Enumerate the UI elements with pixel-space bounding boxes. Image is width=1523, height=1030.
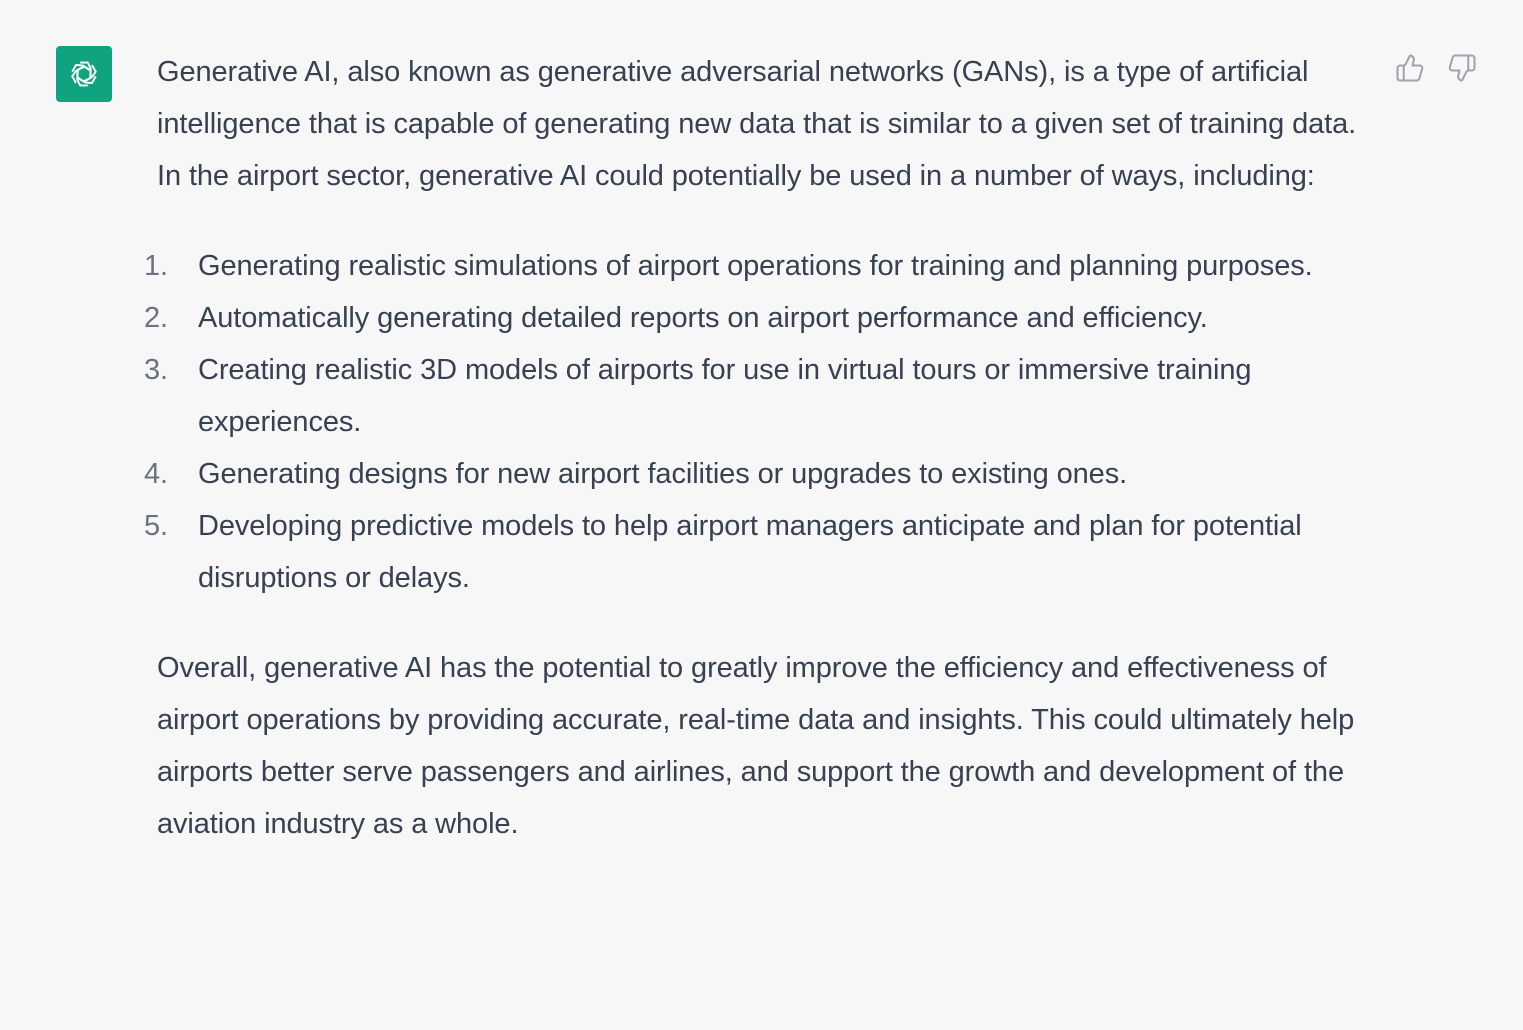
ordered-list <box>144 240 1382 604</box>
list-item-text: Generating designs for new airport facilities or upgrades to existing ones. <box>198 458 1128 490</box>
list-item-number: 4. <box>144 458 168 490</box>
list-item-number: 1. <box>144 250 168 282</box>
list-item <box>144 448 1382 500</box>
list-item-number: 5. <box>144 510 168 542</box>
thumbs-up-icon <box>1395 53 1425 83</box>
list-item-text: Automatically generating detailed reports on airport performance and efficiency. <box>198 302 1208 334</box>
list-item-number: 2. <box>144 302 168 334</box>
list-item <box>144 240 1382 292</box>
list-item <box>144 344 1382 448</box>
thumbs-down-button[interactable] <box>1446 52 1478 84</box>
list-item-text: Generating realistic simulations of airport operations for training and planning purposes. <box>198 250 1313 282</box>
message-conclusion: Overall, generative AI has the potential to greatly improve the efficiency and effectiveness of airport operations by providing accurate, real-time data and insights. This could ultimately help airports better serve passengers and airlines, and support the growth and development of the aviation industry as a whole. <box>157 652 1355 840</box>
list-item-text: Developing predictive models to help airport managers anticipate and plan for potential disruptions or delays. <box>198 510 1302 594</box>
message-content <box>144 46 1382 850</box>
thumbs-down-icon <box>1447 53 1477 83</box>
thumbs-up-button[interactable] <box>1394 52 1426 84</box>
list-item <box>144 292 1382 344</box>
feedback-buttons <box>1394 52 1478 84</box>
list-item-text: Creating realistic 3D models of airports for use in virtual tours or immersive training experiences. <box>198 354 1252 438</box>
assistant-avatar <box>56 46 112 102</box>
list-item-number: 3. <box>144 354 168 386</box>
openai-logo-icon <box>65 55 103 93</box>
list-item <box>144 500 1382 604</box>
message-intro: Generative AI, also known as generative adversarial networks (GANs), is a type of artificial intelligence that is capable of generating new data that is similar to a given set of training data. In the airport sector, generative AI could potentially be used in a number of ways, including: <box>157 56 1357 192</box>
